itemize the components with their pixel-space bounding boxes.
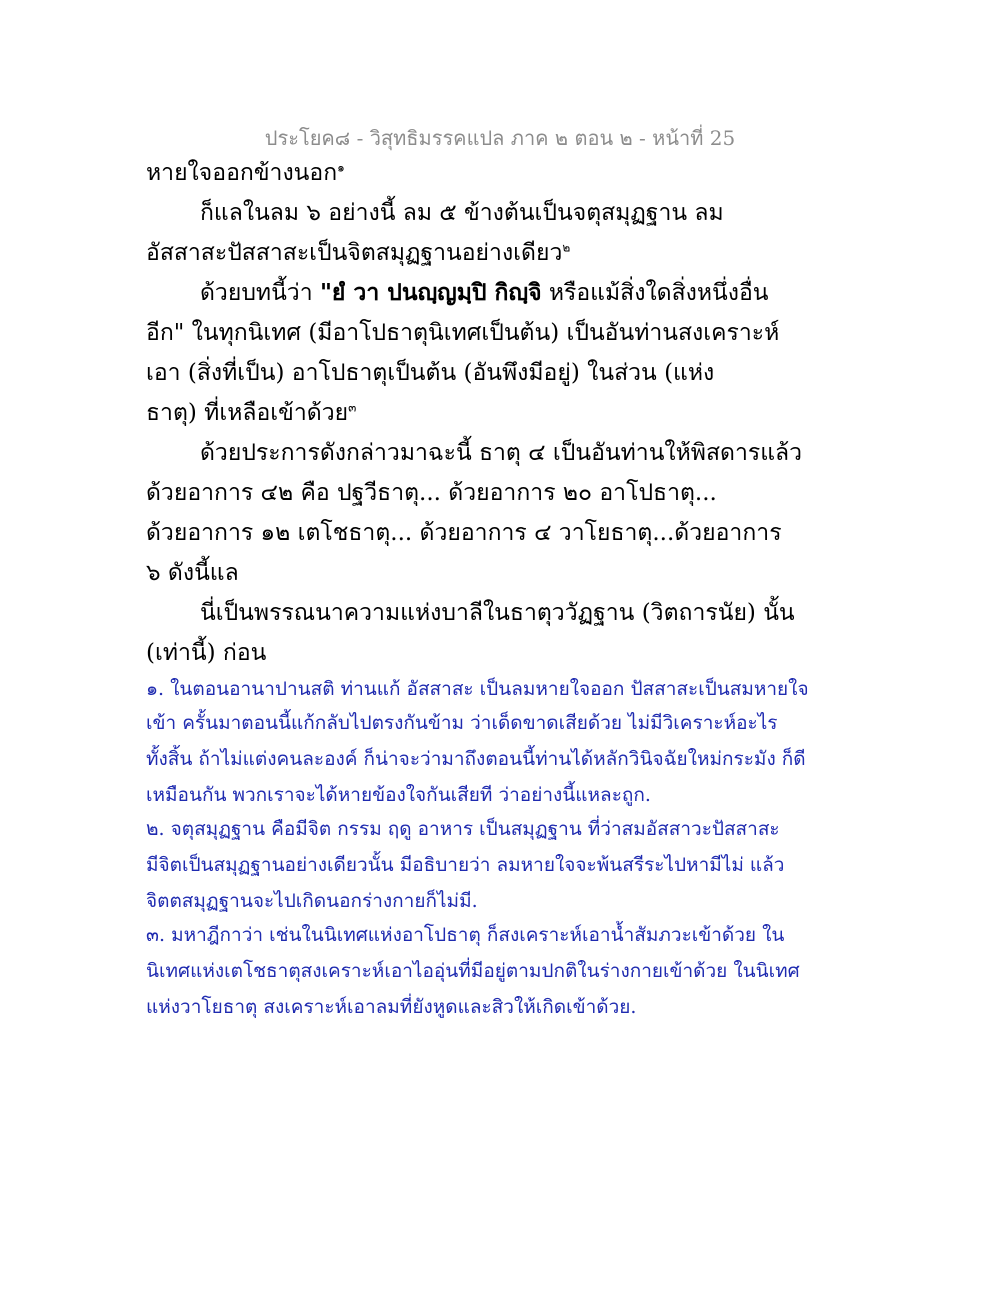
footnote-2-line-2: มีจิตเป็นสมุฏฐานอย่างเดียวนั้น มีอธิบายว่า ลมหายใจจะพ้นสรีระไปหามีไม่ แล้ว	[146, 854, 785, 876]
page-header: ประโยค๘ - วิสุทธิมรรคแปล ภาค ๒ ตอน ๒ - หน้าที่ 25	[264, 126, 736, 150]
footnote-ref-2: ๒	[562, 240, 571, 255]
body-line-8: ด้วยประการดังกล่าวมาฉะนี้ ธาตุ ๔ เป็นอันท่านให้พิสดารแล้ว	[200, 440, 803, 466]
body-line-4	[200, 278, 769, 308]
body-line-4-pre: ด้วยบทนี้ว่า	[200, 280, 320, 306]
body-line-10: ด้วยอาการ ๑๒ เตโชธาตุ... ด้วยอาการ ๔ วาโยธาตุ...ด้วยอาการ	[146, 520, 782, 546]
body-line-1-text: หายใจออกข้างนอก	[146, 160, 338, 186]
body-line-4-post: หรือแม้สิ่งใดสิ่งหนึ่งอื่น	[541, 280, 769, 306]
footnote-3-line-2: นิเทศแห่งเตโชธาตุสงเคราะห์เอาไออุ่นที่มีอยู่ตามปกติในร่างกายเข้าด้วย ในนิเทศ	[146, 960, 800, 982]
footnote-3-line-3: แห่งวาโยธาตุ สงเคราะห์เอาลมที่ยังหูดและสิวให้เกิดเข้าด้วย.	[146, 996, 637, 1018]
footnote-3-line-1: ๓. มหาฎีกาว่า เช่นในนิเทศแห่งอาโปธาตุ ก็สงเคราะห์เอาน้ำสัมภวะเข้าด้วย ใน	[146, 924, 785, 946]
body-line-1	[146, 158, 345, 188]
body-line-11: ๖ ดังนี้แล	[146, 560, 239, 586]
body-line-6: เอา (สิ่งที่เป็น) อาโปธาตุเป็นต้น (อันพึงมีอยู่) ในส่วน (แห่ง	[146, 360, 715, 386]
body-line-12: นี่เป็นพรรณนาความแห่งบาลีในธาตุววัฏฐาน (วิตถารนัย) นั้น	[200, 600, 795, 626]
body-line-7	[146, 398, 356, 428]
footnote-1-line-4: เหมือนกัน พวกเราจะได้หายข้องใจกันเสียที ว่าอย่างนี้แหละถูก.	[146, 784, 651, 806]
footnote-1-line-2: เข้า ครั้นมาตอนนี้แก้กลับไปตรงกันข้าม ว่าเด็ดขาดเสียด้วย ไม่มีวิเคราะห์อะไร	[146, 712, 778, 734]
body-line-3-text: อัสสาสะปัสสาสะเป็นจิตสมุฏฐานอย่างเดียว	[146, 240, 563, 266]
body-line-13: (เท่านี้) ก่อน	[146, 640, 267, 666]
body-line-5: อีก" ในทุกนิเทศ (มีอาโปธาตุนิเทศเป็นต้น) เป็นอันท่านสงเคราะห์	[146, 320, 780, 346]
footnote-1-line-3: ทั้งสิ้น ถ้าไม่แต่งคนละองค์ ก็น่าจะว่ามาถึงตอนนี้ท่านได้หลักวินิจฉัยใหม่กระมัง ก็ดี	[146, 748, 806, 770]
footnote-2-line-1: ๒. จตุสมุฏฐาน คือมีจิต กรรม ฤดู อาหาร เป็นสมุฏฐาน ที่ว่าสมอัสสาวะปัสสาสะ	[146, 818, 780, 840]
body-line-9: ด้วยอาการ ๔๒ คือ ปฐวีธาตุ... ด้วยอาการ ๒๐ อาโปธาตุ...	[146, 480, 717, 506]
body-line-7-text: ธาตุ) ที่เหลือเข้าด้วย	[146, 400, 349, 426]
footnote-ref-3: ๓	[348, 400, 357, 415]
footnote-2-line-3: จิตตสมุฏฐานจะไปเกิดนอกร่างกายก็ไม่มี.	[146, 890, 478, 912]
pali-phrase: "ยํ วา ปนญฺญมฺปิ กิญฺจิ	[319, 279, 542, 306]
body-line-3	[146, 238, 570, 268]
footnote-ref-1: ๑	[337, 160, 345, 175]
body-line-2: ก็แลในลม ๖ อย่างนี้ ลม ๕ ข้างต้นเป็นจตุสมุฏฐาน ลม	[200, 200, 724, 226]
footnote-1-line-1: ๑. ในตอนอานาปานสติ ท่านแก้ อัสสาสะ เป็นลมหายใจออก ปัสสาสะเป็นสมหายใจ	[146, 678, 809, 700]
